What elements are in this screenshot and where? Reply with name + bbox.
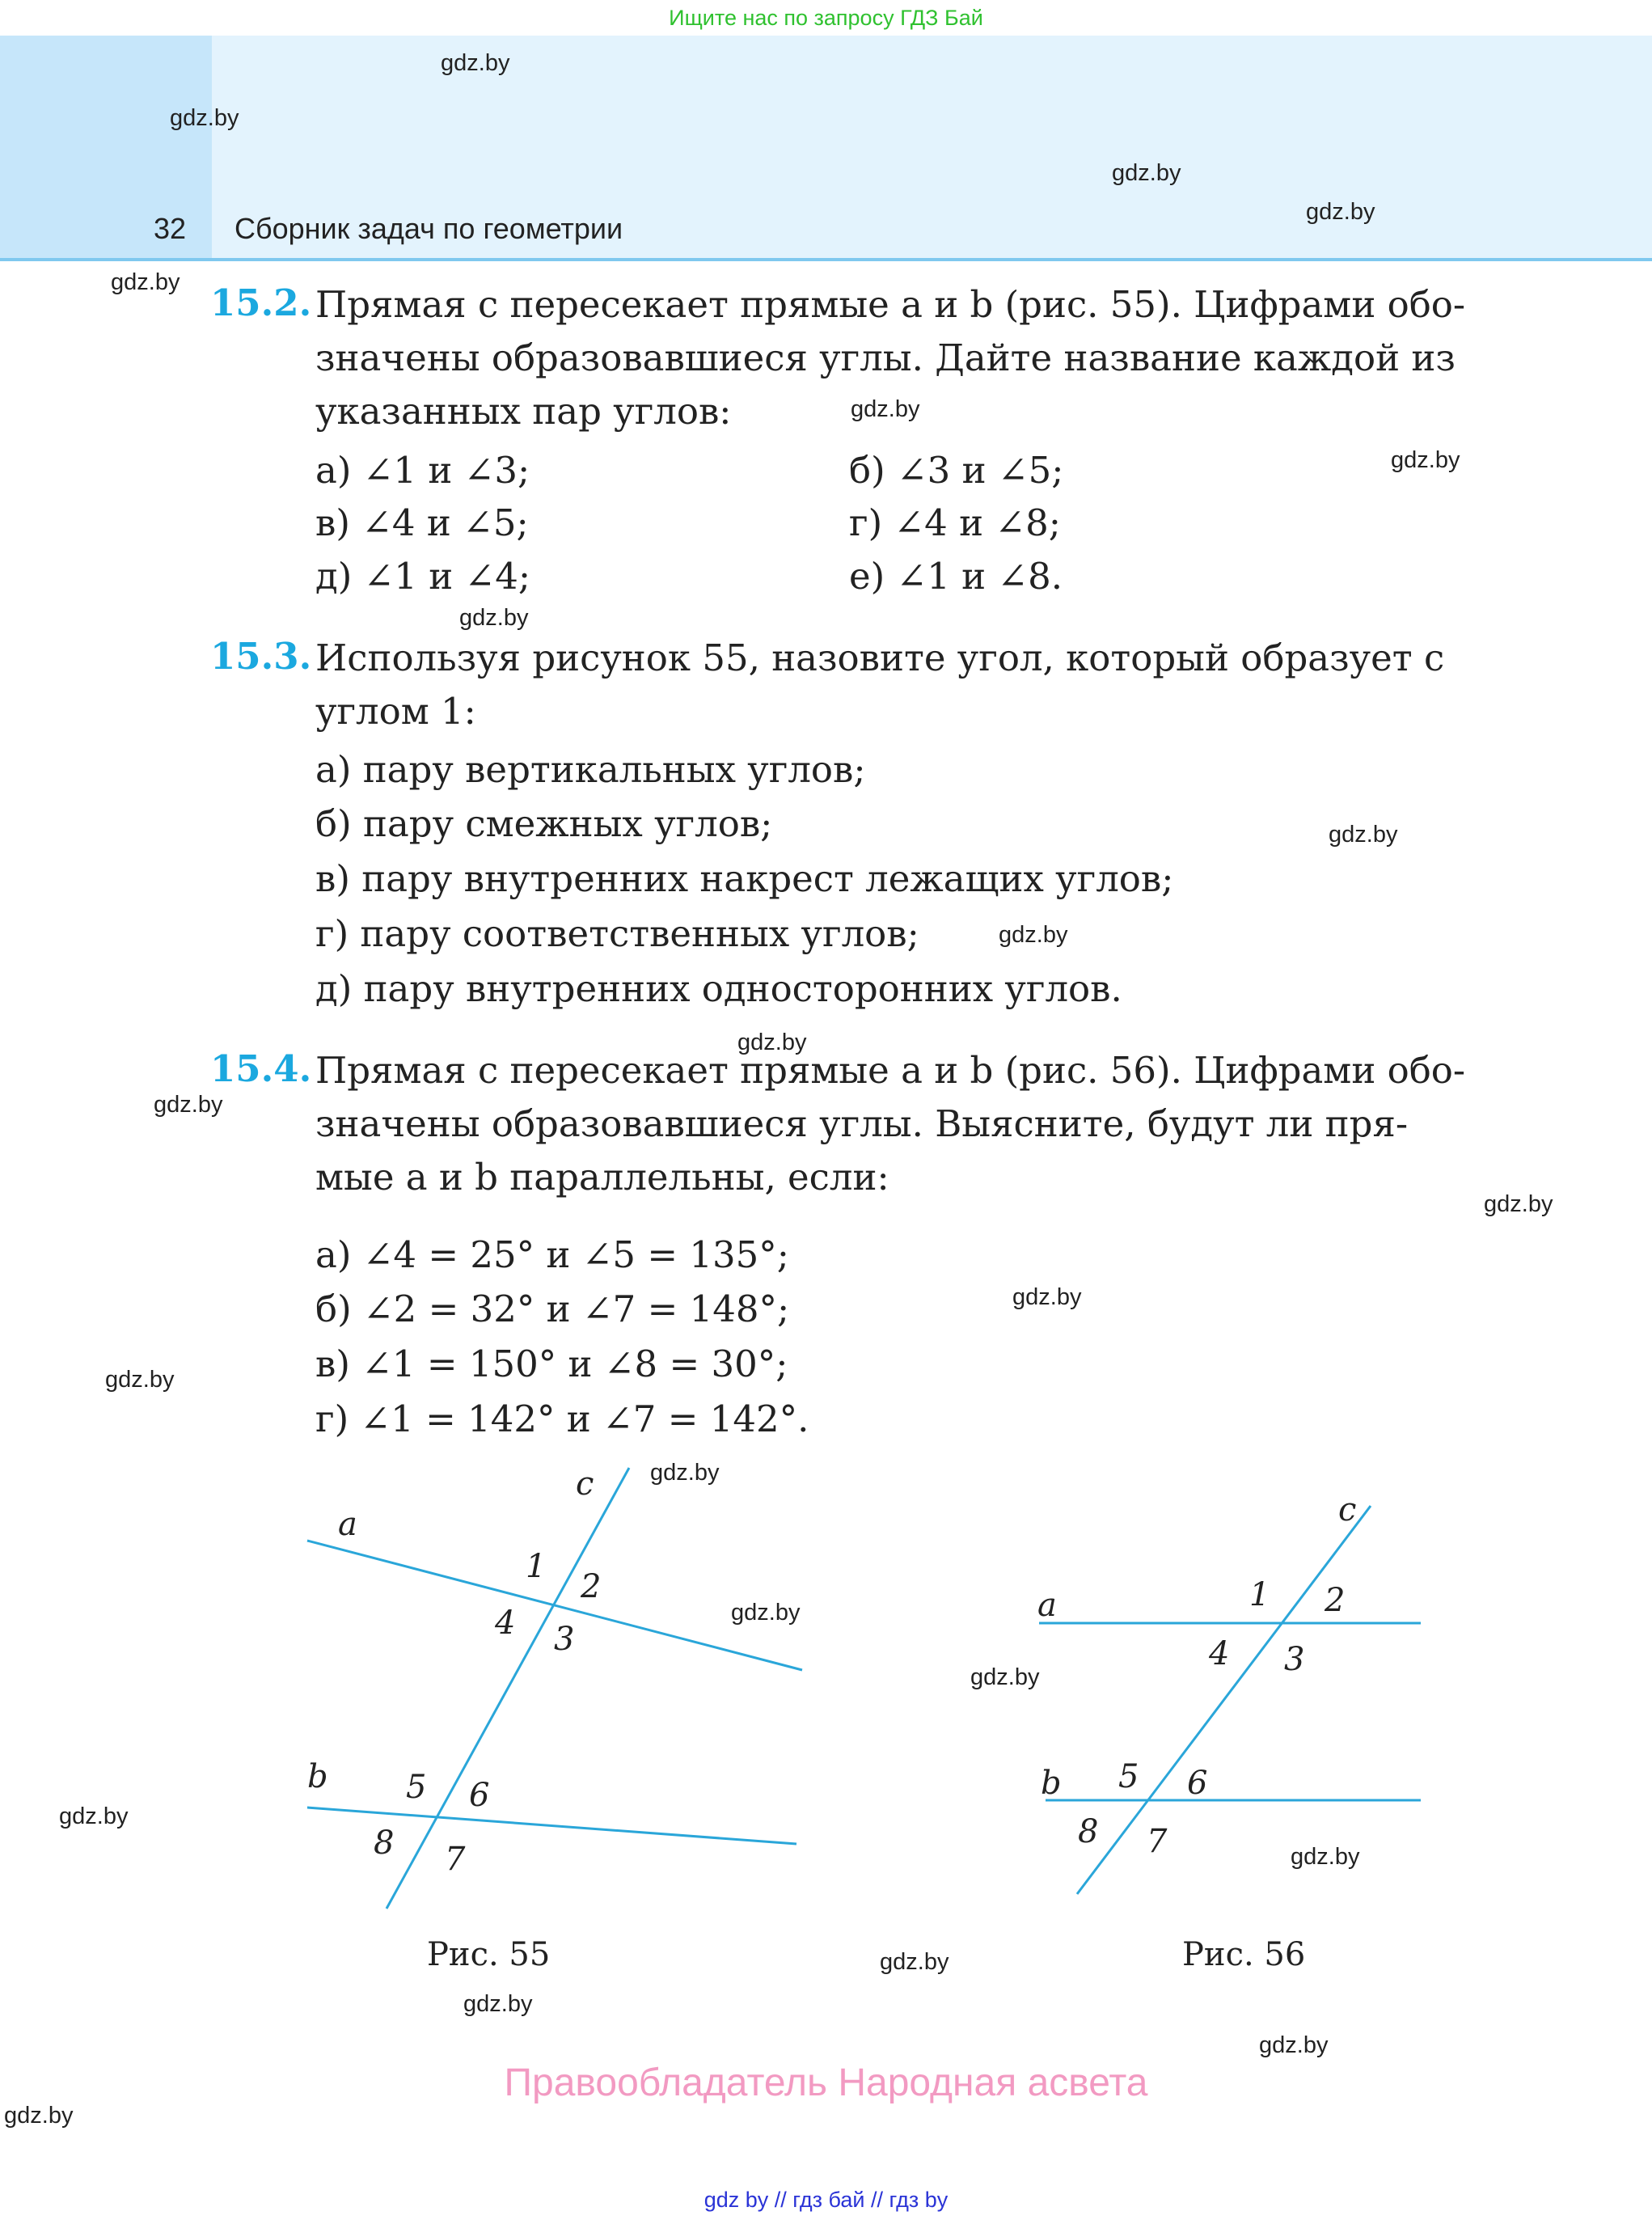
- line-label: a: [338, 1506, 357, 1543]
- problem-number: 15.3.: [210, 635, 312, 678]
- angle-label: 2: [1325, 1582, 1346, 1619]
- watermark: gdz.by: [1484, 1191, 1553, 1217]
- option-item: а) ∠4 = 25° и ∠5 = 135°;: [315, 1233, 789, 1276]
- text-line: Прямая c пересекает прямые a и b (рис. 55). Цифрами обо-: [315, 283, 1466, 326]
- option-item: г) ∠4 и ∠8;: [849, 501, 1061, 544]
- figure-caption: Рис. 56: [1182, 1936, 1306, 1973]
- option-item: в) пару внутренних накрест лежащих углов;: [315, 857, 1174, 900]
- watermark: gdz.by: [111, 269, 180, 295]
- problem-number: 15.4.: [210, 1047, 312, 1090]
- watermark: gdz.by: [1329, 822, 1398, 848]
- line-label: b: [1041, 1765, 1062, 1802]
- watermark: gdz.by: [1391, 447, 1460, 473]
- angle-label: 6: [1187, 1765, 1208, 1802]
- line-label: b: [307, 1758, 328, 1795]
- option-item: е) ∠1 и ∠8.: [849, 555, 1063, 598]
- option-item: б) ∠2 = 32° и ∠7 = 148°;: [315, 1287, 790, 1330]
- angle-label: 5: [406, 1769, 427, 1806]
- watermark: gdz.by: [459, 605, 529, 631]
- text-line: значены образовавшиеся углы. Дайте название каждой из: [315, 336, 1456, 379]
- angle-label: 3: [554, 1621, 575, 1658]
- watermark: gdz.by: [1259, 2032, 1329, 2058]
- book-title: Сборник задач по геометрии: [234, 212, 623, 245]
- watermark: gdz.by: [105, 1367, 175, 1393]
- angle-label: 5: [1118, 1758, 1139, 1795]
- angle-label: 8: [374, 1824, 395, 1862]
- angle-label: 3: [1284, 1641, 1305, 1678]
- top-banner[interactable]: Ищите нас по запросу ГДЗ Бай: [669, 6, 983, 30]
- page-number: 32: [154, 212, 187, 245]
- watermark: gdz.by: [970, 1664, 1040, 1690]
- text-line: Используя рисунок 55, назовите угол, который образует с: [315, 636, 1445, 679]
- angle-label: 8: [1078, 1813, 1099, 1850]
- text-line: углом 1:: [315, 690, 476, 733]
- option-item: а) пару вертикальных углов;: [315, 748, 866, 791]
- line-c: [387, 1468, 629, 1909]
- option-item: а) ∠1 и ∠3;: [315, 449, 530, 492]
- angle-label: 1: [1249, 1576, 1270, 1613]
- watermark: gdz.by: [441, 50, 510, 76]
- text-line: мые a и b параллельны, если:: [315, 1156, 889, 1199]
- watermark: gdz.by: [650, 1460, 720, 1486]
- option-item: б) пару смежных углов;: [315, 802, 773, 845]
- watermark: gdz.by: [999, 922, 1068, 948]
- angle-label: 4: [1209, 1635, 1230, 1672]
- option-item: д) ∠1 и ∠4;: [315, 555, 531, 598]
- option-item: в) ∠4 и ∠5;: [315, 501, 529, 544]
- watermark: gdz.by: [737, 1030, 807, 1055]
- watermark: gdz.by: [170, 105, 239, 131]
- watermark: gdz.by: [731, 1600, 801, 1626]
- angle-label: 7: [445, 1841, 466, 1878]
- angle-label: 2: [581, 1568, 602, 1605]
- line-label: c: [576, 1465, 594, 1503]
- text-line: указанных пар углов:: [315, 390, 732, 433]
- line-label: c: [1338, 1491, 1357, 1528]
- line-label: a: [1037, 1587, 1057, 1624]
- watermark: gdz.by: [1291, 1844, 1360, 1870]
- watermark: gdz.by: [154, 1092, 223, 1118]
- watermark: gdz.by: [851, 396, 920, 422]
- option-item: г) пару соответственных углов;: [315, 912, 919, 955]
- watermark: gdz.by: [880, 1949, 949, 1975]
- option-item: г) ∠1 = 142° и ∠7 = 142°.: [315, 1397, 809, 1440]
- option-item: б) ∠3 и ∠5;: [849, 449, 1064, 492]
- option-item: в) ∠1 = 150° и ∠8 = 30°;: [315, 1342, 788, 1385]
- problem-number: 15.2.: [210, 281, 312, 324]
- watermark: gdz.by: [463, 1991, 533, 2017]
- angle-label: 1: [526, 1548, 547, 1585]
- figure-caption: Рис. 55: [427, 1936, 551, 1973]
- angle-label: 4: [495, 1605, 516, 1642]
- copyright-notice: Правообладатель Народная асвета: [504, 2061, 1148, 2104]
- watermark: gdz.by: [1012, 1284, 1082, 1310]
- text-line: значены образовавшиеся углы. Выясните, будут ли пря-: [315, 1102, 1409, 1145]
- watermark: gdz.by: [1306, 199, 1375, 225]
- option-item: д) пару внутренних односторонних углов.: [315, 967, 1122, 1010]
- watermark: gdz.by: [4, 2103, 74, 2129]
- line-c: [1077, 1506, 1371, 1894]
- footer-links[interactable]: gdz by // гдз бай // гдз by: [703, 2188, 949, 2212]
- angle-label: 6: [469, 1777, 490, 1814]
- text-line: Прямая c пересекает прямые a и b (рис. 56). Цифрами обо-: [315, 1049, 1466, 1092]
- angle-label: 7: [1147, 1823, 1168, 1860]
- watermark: gdz.by: [1112, 160, 1181, 186]
- watermark: gdz.by: [59, 1803, 129, 1829]
